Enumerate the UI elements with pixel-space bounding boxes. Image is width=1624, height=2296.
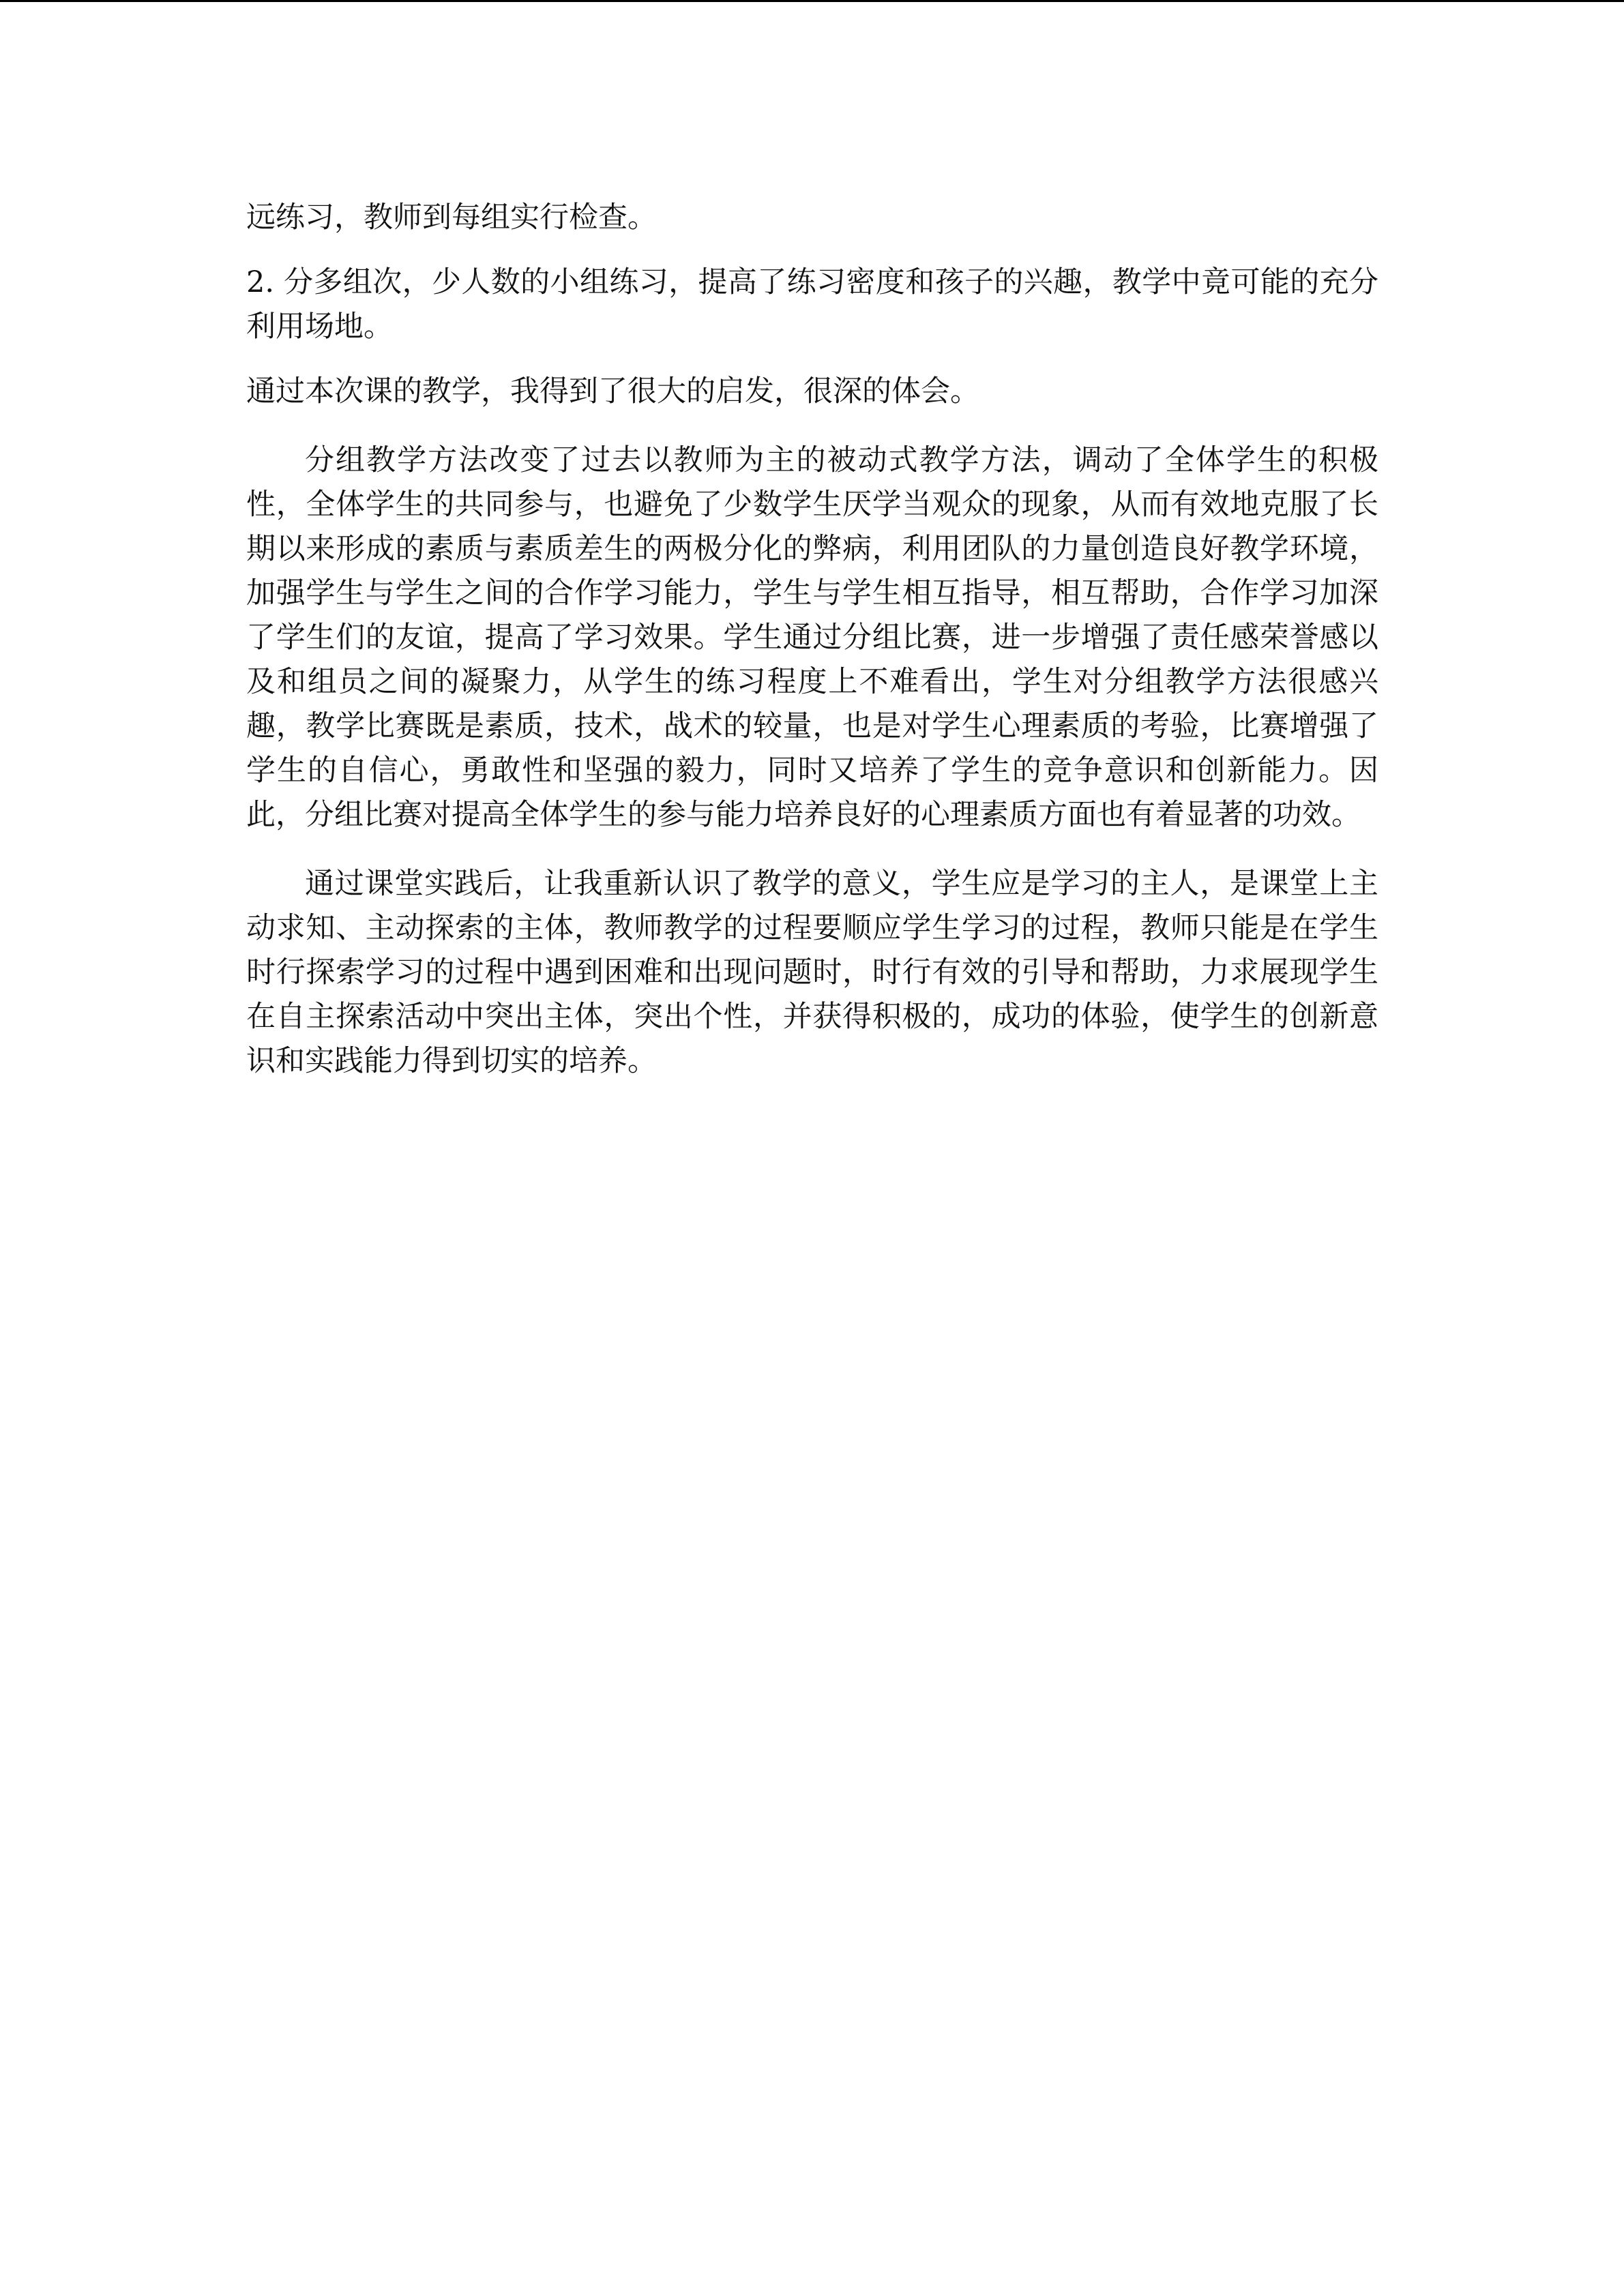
page-top-border bbox=[0, 0, 1624, 2]
paragraph-reflection-intro: 通过本次课的教学，我得到了很大的启发，很深的体会。 bbox=[246, 374, 979, 408]
paragraph-group-teaching: 分组教学方法改变了过去以教师为主的被动式教学方法，调动了全体学生的积极性，全体学生的共同参与，也避免了少数学生厌学当观众的现象，从而有效地克服了长期以来形成的素质与素质差生的两极分化的弊病，利用团队的力量创造良好教学环境，加强学生与学生之间的合作学习能力，学生与学生相互指导，相互帮助，合作学习加深了学生们的友谊，提高了学习效果。学生通过分组比赛，进一步增强了责任感荣誉感以及和组员之间的凝聚力，从学生的练习程度上不难看出，学生对分组教学方法很感兴趣，教学比赛既是素质，技术，战术的较量，也是对学生心理素质的考验，比赛增强了学生的自信心，勇敢性和坚强的毅力，同时又培养了学生的竞争意识和创新能力。因此，分组比赛对提高全体学生的参与能力培养良好的心理素质方面也有着显著的功效。 bbox=[246, 443, 1378, 832]
paragraph-continuation: 远练习，教师到每组实行检查。 bbox=[246, 200, 657, 235]
paragraph-numbered-item-2: 2. 分多组次，少人数的小组练习，提高了练习密度和孩子的兴趣，教学中竟可能的充分利用场地。 bbox=[246, 265, 1378, 344]
paragraph-classroom-practice: 通过课堂实践后，让我重新认识了教学的意义，学生应是学习的主人，是课堂上主动求知、主动探索的主体，教师教学的过程要顺应学生学习的过程，教师只能是在学生时行探索学习的过程中遇到困难和出现问题时，时行有效的引导和帮助，力求展现学生在自主探索活动中突出主体，突出个性，并获得积极的，成功的体验，使学生的创新意识和实践能力得到切实的培养。 bbox=[246, 867, 1378, 1078]
document-body bbox=[246, 196, 1378, 1084]
